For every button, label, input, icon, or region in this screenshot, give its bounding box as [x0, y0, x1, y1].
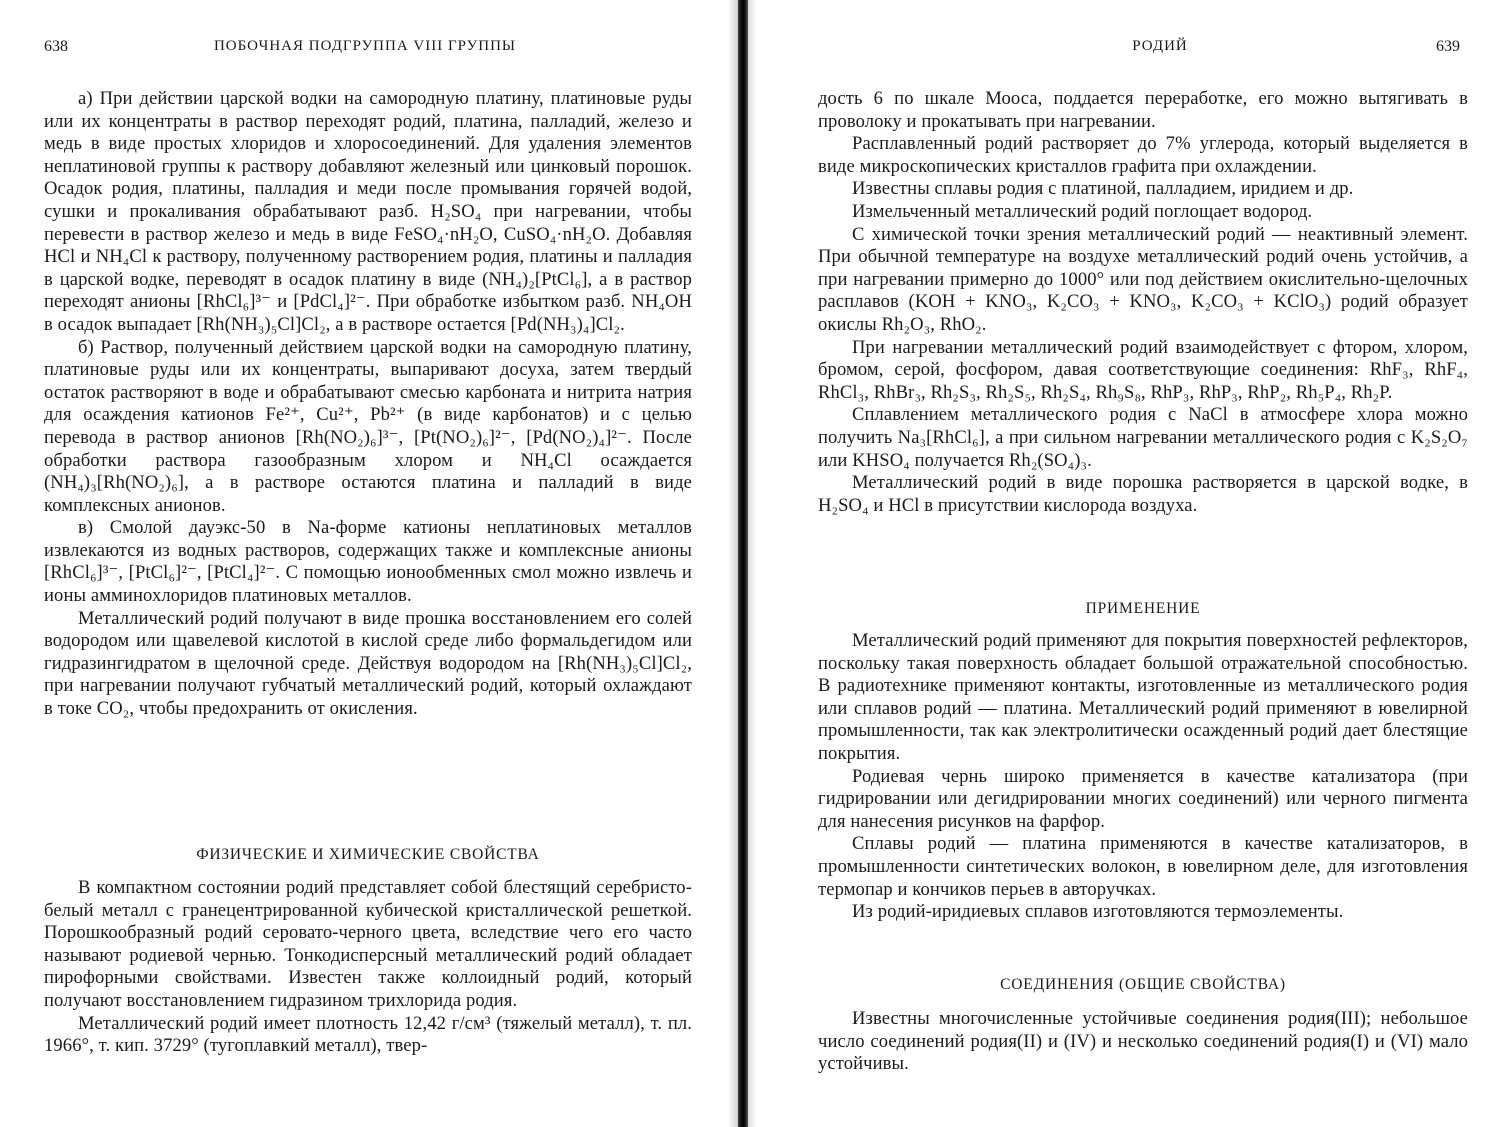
- paragraph: дость 6 по шкале Мооса, поддается переработке, его можно вытягивать в проволоку и прокатывать при нагревании.: [818, 88, 1468, 132]
- paragraph: Измельченный металлический родий поглощает водород.: [852, 200, 1313, 222]
- right-running-head: РОДИЙ: [1132, 38, 1188, 54]
- paragraph: а) При действии царской водки на самородную платину, платиновые руды или их концентраты в раствор переходят родий, платина, палладий, железо и медь в виде простых хлоридов и хлоросоединений. Для удаления элементов неплатиновой группы к раствору добавляют железный или цинковый порошок. Осадок родия, платины, палладия и меди после промывания горячей водой, сушки и прокаливания обрабатывают разб. H₂SO₄ при нагревании, чтобы перевести в раствор железо и медь в виде FeSO₄·nH₂O, CuSO₄·nH₂O. Добавляя HCl и NH₄Cl к раствору, полученному растворением родия, платины и палладия в царской водке, переводят в осадок платину в виде (NH₄)₂[PtCl₆], а в раствор переходят анионы [RhCl₆]³⁻ и [PdCl₄]²⁻. При обработке избытком разб. NH₄OH в осадок выпадает [Rh(NH₃)₅Cl]Cl₂, а в растворе остается [Pd(NH₃)₄]Cl₂.: [44, 88, 692, 335]
- paragraph: При нагревании металлический родий взаимодействует с фтором, хлором, бромом, серой, фосфором, давая соответствующие соединения: RhF₃, RhF₄, RhCl₃, RhBr₃, Rh₂S₃, Rh₂S₅, Rh₂S₄, Rh₉S₈, RhP₃, RhP₃, RhP₂, Rh₅P₄, Rh₂P.: [818, 336, 1468, 403]
- paragraph: б) Раствор, полученный действием царской водки на самородную платину, платиновые руды или их концентраты, выпаривают досуха, затем твердый остаток растворяют в воде и обрабатывают смесью карбоната и нитрита натрия для осаждения катионов Fe²⁺, Cu²⁺, Pb²⁺ (в виде карбонатов) и с целью перевода в раствор анионов [Rh(NO₂)₆]³⁻, [Pt(NO₂)₆]²⁻, [Pd(NO₂)₄]²⁻. После обработки раствора газообразным хлором и NH₄Cl осаждается (NH₄)₃[Rh(NO₂)₆], а в растворе остаются платина и палладий в виде комплексных анионов.: [44, 336, 692, 516]
- right-body-middle: [818, 630, 1468, 924]
- paragraph: Известны сплавы родия с платиной, палладием, иридием и др.: [852, 178, 1354, 200]
- section-heading-compounds: СОЕДИНЕНИЯ (ОБЩИЕ СВОЙСТВА): [1000, 976, 1286, 993]
- paragraph: Сплавлением металлического родия с NaCl в атмосфере хлора можно получить Na₃[RhCl₆], а при сильном нагревании металлического родия с K₂S₂O₇ или KHSO₄ получается Rh₂(SO₄)₃.: [818, 404, 1468, 471]
- left-page: [0, 0, 740, 1127]
- paragraph: Родиевая чернь широко применяется в качестве катализатора (при гидрировании или дегидрировании многих соединений) или черного пигмента для нанесения рисунков на фарфор.: [818, 765, 1468, 832]
- left-body-top: [44, 88, 692, 721]
- book-spine: [738, 0, 748, 1127]
- right-page-number: 639: [1436, 38, 1460, 55]
- right-page: [750, 0, 1504, 1127]
- paragraph: Из родий-иридиевых сплавов изготовляются термоэлементы.: [852, 901, 1344, 923]
- paragraph: Расплавленный родий растворяет до 7% углерода, который выделяется в виде микроскопических кристаллов графита при охлаждении.: [818, 133, 1468, 177]
- section-heading-application: ПРИМЕНЕНИЕ: [1085, 600, 1201, 617]
- paragraph: В компактном состоянии родий представляет собой блестящий серебристо-белый металл с гранецентрированной кубической кристаллической решеткой. Порошкообразный родий серовато-черного цвета, вследствие чего его часто называют родиевой чернью. Тонкодисперсный металлический родий обладает пирофорными свойствами. Известен также коллоидный родий, который получают восстановлением гидразином трихлорида родия.: [44, 877, 692, 1011]
- section-heading-physical-chemical: ФИЗИЧЕСКИЕ И ХИМИЧЕСКИЕ СВОЙСТВА: [196, 846, 540, 863]
- paragraph: Металлический родий в виде порошка растворяется в царской водке, в H₂SO₄ и HCl в присутствии кислорода воздуха.: [818, 472, 1468, 516]
- paragraph: Металлический родий применяют для покрытия поверхностей рефлекторов, поскольку такая поверхность обладает большой отражательной способностью. В радиотехнике применяют контакты, изготовленные из металлического родия или сплавов родий — платина. Металлический родий применяют в ювелирной промышленности, так как электролитически осажденный родий дает блестящие покрытия.: [818, 630, 1468, 764]
- paragraph: Сплавы родий — платина применяются в качестве катализаторов, в промышленности синтетических волокон, в ювелирном деле, для изготовления термопар и кончиков перьев в авторучках.: [818, 833, 1468, 900]
- left-body-bottom: [44, 877, 692, 1058]
- paragraph: Известны многочисленные устойчивые соединения родия(III); небольшое число соединений родия(II) и (IV) и несколько соединений родия(I) и (VI) мало устойчивы.: [818, 1008, 1468, 1075]
- right-body-bottom: [818, 1008, 1468, 1076]
- paragraph: С химической точки зрения металлический родий — неактивный элемент. При обычной температуре на воздухе металлический родий очень устойчив, а при нагревании примерно до 1000° или под действием окислительно-щелочных расплавов (KOH + KNO₃, K₂CO₃ + KNO₃, K₂CO₃ + KClO₃) родий образует окислы Rh₂O₃, RhO₂.: [818, 223, 1468, 335]
- right-body-top: [818, 88, 1468, 517]
- paragraph: Металлический родий имеет плотность 12,42 г/см³ (тяжелый металл), т. пл. 1966°, т. кип. 3729° (тугоплавкий металл), твер-: [44, 1012, 692, 1057]
- spine-shadow-left: [728, 0, 738, 1127]
- left-running-head: ПОБОЧНАЯ ПОДГРУППА VIII ГРУППЫ: [213, 38, 517, 54]
- paragraph: в) Смолой дауэкс-50 в Na-форме катионы неплатиновых металлов извлекаются из водных растворов, содержащих также и комплексные анионы [RhCl₆]³⁻, [PtCl₆]²⁻, [PtCl₄]²⁻. С помощью ионообменных смол можно извлечь и ионы амминохлоридов платиновых металлов.: [44, 517, 692, 607]
- left-page-number: 638: [44, 38, 68, 55]
- paragraph: Металлический родий получают в виде прошка восстановлением его солей водородом или щавелевой кислотой в кислой среде либо формальдегидом или гидразингидратом в щелочной среде. Действуя водородом на [Rh(NH₃)₅Cl]Cl₂, при нагревании получают губчатый металлический родий, который охлаждают в токе CO₂, чтобы предохранить от окисления.: [44, 607, 692, 720]
